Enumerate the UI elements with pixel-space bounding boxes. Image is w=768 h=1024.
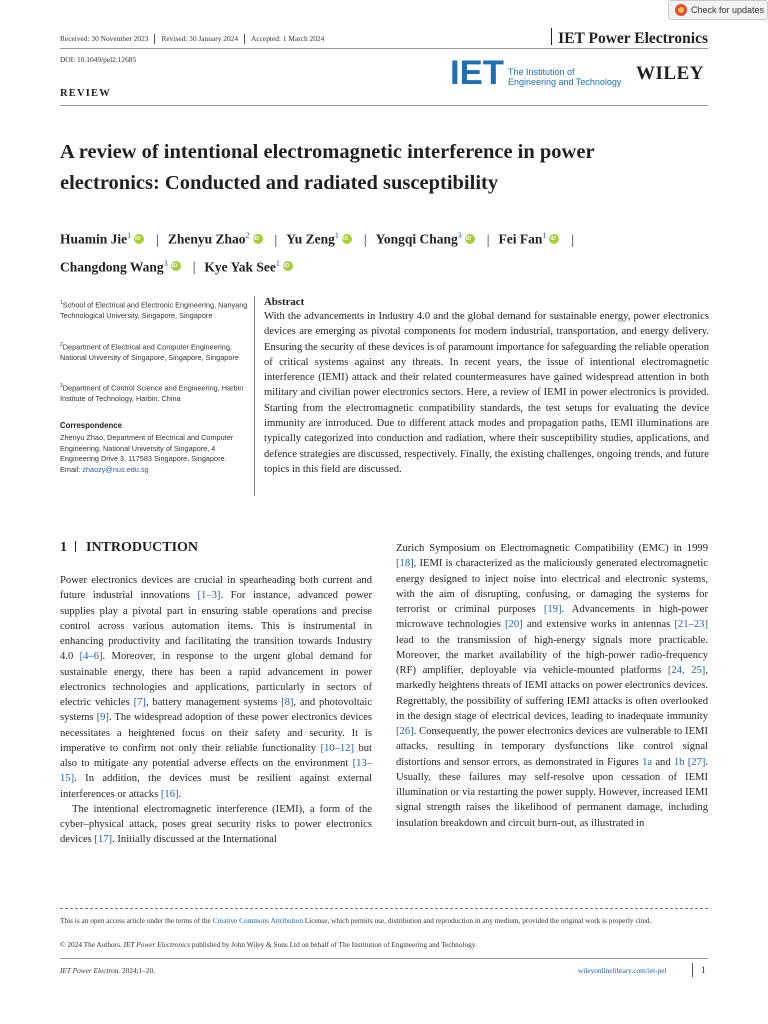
correspondence-text: Zhenyu Zhao, Department of Electrical and Computer Engineering, National University of Singapore, 4 Engineering Drive 3, 117583 Singapore, Singapore. (60, 433, 234, 464)
citation-link[interactable]: [18] (396, 558, 414, 570)
affiliation-number: 1 (60, 300, 63, 306)
author-affiliation-number: 3 (163, 258, 168, 268)
correspondence-heading: Correspondence (60, 421, 122, 430)
author-affiliation-number: 3 (457, 231, 462, 240)
journal-title[interactable] (551, 28, 708, 45)
paragraph: Zurich Symposium on Electromagnetic Compatibility (EMC) in 1999 [18], IEMI is characterized as the maliciously generated electromagnetic energy designed to inject noise into electrical and electronic systems, with the aim of disrupting, confusing, or damaging the systems for terrorist or criminal purposes [19]. Advancements in high-power microwave technologies [20] and extensive works in antennas [21–23] lead to the transmission of high-energy signals more practicable. Moreover, the market availability of the high-power radio-frequency (RF) amplifier, deployable via vehicle-mounted platforms [24, 25], markedly heightens threats of IEMI attacks on power electronics devices. Regrettably, the possibility of suffering IEMI attacks is often overlooked in the design stage of electrical devices, leading to inadequate immunity [26]. Consequently, the power electronics devices are vulnerable to IEMI attacks, resulting in temporary dysfunctions like control signal distortions and sensor errors, as demonstrated in Figures 1a and 1b [27]. Usually, these failures may self-resolve upon cessation of IEMI illumination or via restarting the power supply. However, increased IEMI signal strength raises the likelihood of permanent damage, including insulation breakdown and circuit burn-out, as illustrated in (396, 543, 709, 829)
abstract-text: With the advancements in Industry 4.0 and the global demand for sustainable energy, power electronics devices are emerging as pivotal components for modern industrial, transportation, and energy delivery. Ensuring the security of these devices is of paramount importance for safeguarding the reliable operation of critical systems against any threats. In recent years, the issue of intentional electromagnetic interference (IEMI) attack and their related countermeasures have gained widespread attention in both military and civilian power electronics sectors. Here, a review of IEMI in power electronics is provided. Starting from the electromagnetic compatibility standards, the test setups for evaluating the device immunity are introduced. Due to different attack modes and propagation paths, IEMI illuminations are typically categorized into conduction and radiation, where their susceptibility studies, applications, and defence strategies are discussed, respectively. Finally, the existing challenges, ongoing trends, and future topics in this field are discussed. (264, 311, 709, 475)
journal-title-text: IET Power Electronics (558, 30, 708, 47)
citation-detail: 2024;1–20. (120, 966, 156, 975)
citation-link[interactable]: [8] (281, 697, 294, 708)
paragraph: The intentional electromagnetic interference (IEMI), a form of the cyber–physical attack, poses great security risks to power electronics devices [17]. Initially discussed at the International (60, 803, 372, 846)
author-name: Huamin Jie (60, 231, 128, 247)
citation-link[interactable]: [27] (687, 756, 706, 768)
copyright-text: © 2024 The Authors. (60, 940, 124, 949)
citation-link[interactable]: [10–12] (320, 742, 354, 754)
orcid-icon[interactable] (342, 234, 352, 244)
abstract-divider (254, 296, 255, 496)
author-affiliation-number: 1 (334, 231, 339, 240)
orcid-icon[interactable] (134, 234, 144, 244)
affiliation-text: Department of Electrical and Computer Engineering, National University of Singapore, Singapore, Singapore (60, 342, 239, 363)
author[interactable] (60, 252, 181, 280)
footer-rule (60, 908, 708, 909)
divider (244, 34, 245, 44)
citation-journal: IET Power Electron. (60, 966, 121, 975)
header-rule (60, 48, 708, 49)
citation-link[interactable]: [9] (96, 712, 109, 724)
license-link[interactable]: Creative Commons Attribution (212, 916, 303, 925)
divider (154, 34, 155, 44)
iet-logo-line2: Engineering and Technology (508, 77, 622, 87)
footer-rule (60, 958, 708, 959)
citation-link[interactable]: [21–23] (674, 619, 708, 631)
divider (551, 28, 553, 45)
check-for-updates-label: Check for updates (691, 5, 765, 15)
section-number: 1 (60, 540, 67, 555)
license-text: This is an open access article under the terms of the (60, 916, 213, 925)
affiliation-3 (60, 381, 250, 405)
citation-link[interactable]: 1a (642, 756, 653, 768)
citation-link[interactable]: [1–3] (197, 590, 221, 602)
author[interactable] (204, 252, 293, 280)
affiliation-number: 3 (60, 383, 63, 389)
check-for-updates-button[interactable] (668, 0, 768, 20)
author-separator: | (571, 231, 575, 247)
body-column-right (396, 541, 708, 831)
author-affiliation-number: 2 (245, 231, 250, 240)
body-column-left (60, 573, 372, 848)
doi[interactable]: DOI: 10.1049/pel2.12685 (60, 55, 137, 64)
orcid-icon[interactable] (465, 234, 475, 244)
author-list (60, 224, 720, 279)
author-affiliation-number: 1 (127, 231, 132, 240)
citation-link[interactable]: [19] (543, 604, 562, 615)
paragraph: Power electronics devices are crucial in spearheading both current and future industrial innovations [1–3]. For instance, advanced power supplies play a pivotal part in ensuring stable operations and precise control across various automation items. This is instrumental in enhancing productivity and facilitating the transition towards Industry 4.0 [4–6]. Moreover, in response to the urgent global demand for sustainable energy, there has been a rapid advancement in power electronics technologies and applications, particularly in sectors of electric vehicles [7], battery management systems [8], and photovoltaic systems [9]. The widespread adoption of these power electronics devices necessitates a heightened focus on their safety and security. It is imperative to confirm not only their reliable functionality [10–12] but also to mitigate any potential adverse effects on the environment [13–15]. In addition, the devices must be resilient against external interferences or attacks [16]. (60, 575, 373, 800)
citation-link[interactable]: [24, 25] (667, 665, 706, 676)
author-separator: | (156, 231, 159, 247)
author-name: Fei Fan (498, 231, 543, 247)
received-date: Received: 30 November 2023 (60, 34, 149, 43)
copyright-journal: IET Power Electronics (123, 940, 191, 949)
author[interactable] (498, 224, 559, 252)
author-separator: | (274, 231, 278, 247)
divider (75, 541, 76, 552)
citation-link[interactable]: [16] (160, 788, 179, 800)
copyright-text: published by John Wiley & Sons Ltd on behalf of The Institution of Engineering and Technology. (190, 940, 477, 949)
citation-link[interactable]: [7] (133, 697, 146, 708)
section-title: INTRODUCTION (86, 540, 199, 555)
crossmark-icon (675, 4, 687, 16)
author-name: Yu Zeng (286, 231, 335, 247)
abstract-heading: Abstract (264, 296, 305, 308)
author[interactable] (60, 224, 144, 252)
divider (692, 963, 693, 977)
author-affiliation-number: 1 (542, 231, 547, 240)
orcid-icon[interactable] (549, 234, 559, 244)
author[interactable] (376, 224, 475, 252)
author-separator: | (486, 231, 490, 247)
iet-logo-line1: The Institution of (508, 67, 575, 77)
article-type: REVIEW (60, 88, 111, 99)
citation-link[interactable]: [26] (396, 726, 414, 737)
citation-link[interactable]: [20] (505, 619, 523, 631)
affiliation-1 (60, 298, 250, 322)
accepted-date: Accepted: 1 March 2024 (251, 34, 325, 43)
affiliation-text: School of Electrical and Electronic Engineering, Nanyang Technological University, Singapore, Singapore (60, 300, 248, 321)
citation (60, 966, 155, 975)
orcid-icon[interactable] (171, 261, 181, 271)
correspondence-body (60, 433, 255, 475)
author-name: Yongqi Chang (375, 231, 458, 247)
affiliation-number: 2 (60, 342, 63, 348)
author-separator: | (363, 231, 367, 247)
article-title: A review of intentional electromagnetic interference in power electronics: Conducted and radiated susceptibility (60, 141, 595, 194)
orcid-icon[interactable] (253, 234, 263, 244)
author-name: Changdong Wang (60, 259, 164, 274)
license-text: License, which permits use, distribution and reproduction in any medium, provided the original work is properly cited. (302, 916, 652, 925)
affiliation-text: Department of Control Science and Engineering, Harbin Institute of Technology, Harbin, China (60, 383, 244, 404)
citation-link[interactable]: [4–6] (79, 651, 103, 663)
section-heading (60, 540, 198, 556)
author[interactable] (168, 224, 263, 252)
author-name: Zhenyu Zhao (167, 231, 246, 247)
license-note (60, 915, 708, 926)
author-name: Kye Yak See (204, 259, 276, 274)
author[interactable] (286, 224, 352, 252)
citation-link[interactable]: [13–15] (60, 758, 372, 785)
journal-url[interactable]: wileyonlinelibrary.com/iet-pel (578, 966, 667, 975)
citation-link[interactable]: 1b (673, 756, 685, 768)
page-number: 1 (701, 965, 706, 975)
citation-link[interactable]: [17] (94, 834, 113, 846)
author-affiliation-number: 1 (275, 258, 280, 268)
revised-date: Revised: 30 January 2024 (161, 34, 239, 43)
iet-logo-mark: IET (450, 56, 505, 88)
article-history (60, 30, 708, 48)
affiliation-2 (60, 340, 250, 364)
copyright-note (60, 940, 708, 949)
iet-logo (450, 56, 625, 88)
author-separator: | (192, 259, 196, 274)
review-rule (60, 105, 708, 106)
orcid-icon[interactable] (283, 261, 293, 271)
wiley-logo: WILEY (636, 63, 704, 84)
email-link[interactable]: zhaozy@nus.edu.sg (82, 464, 149, 474)
email-label: Email: (60, 464, 83, 474)
